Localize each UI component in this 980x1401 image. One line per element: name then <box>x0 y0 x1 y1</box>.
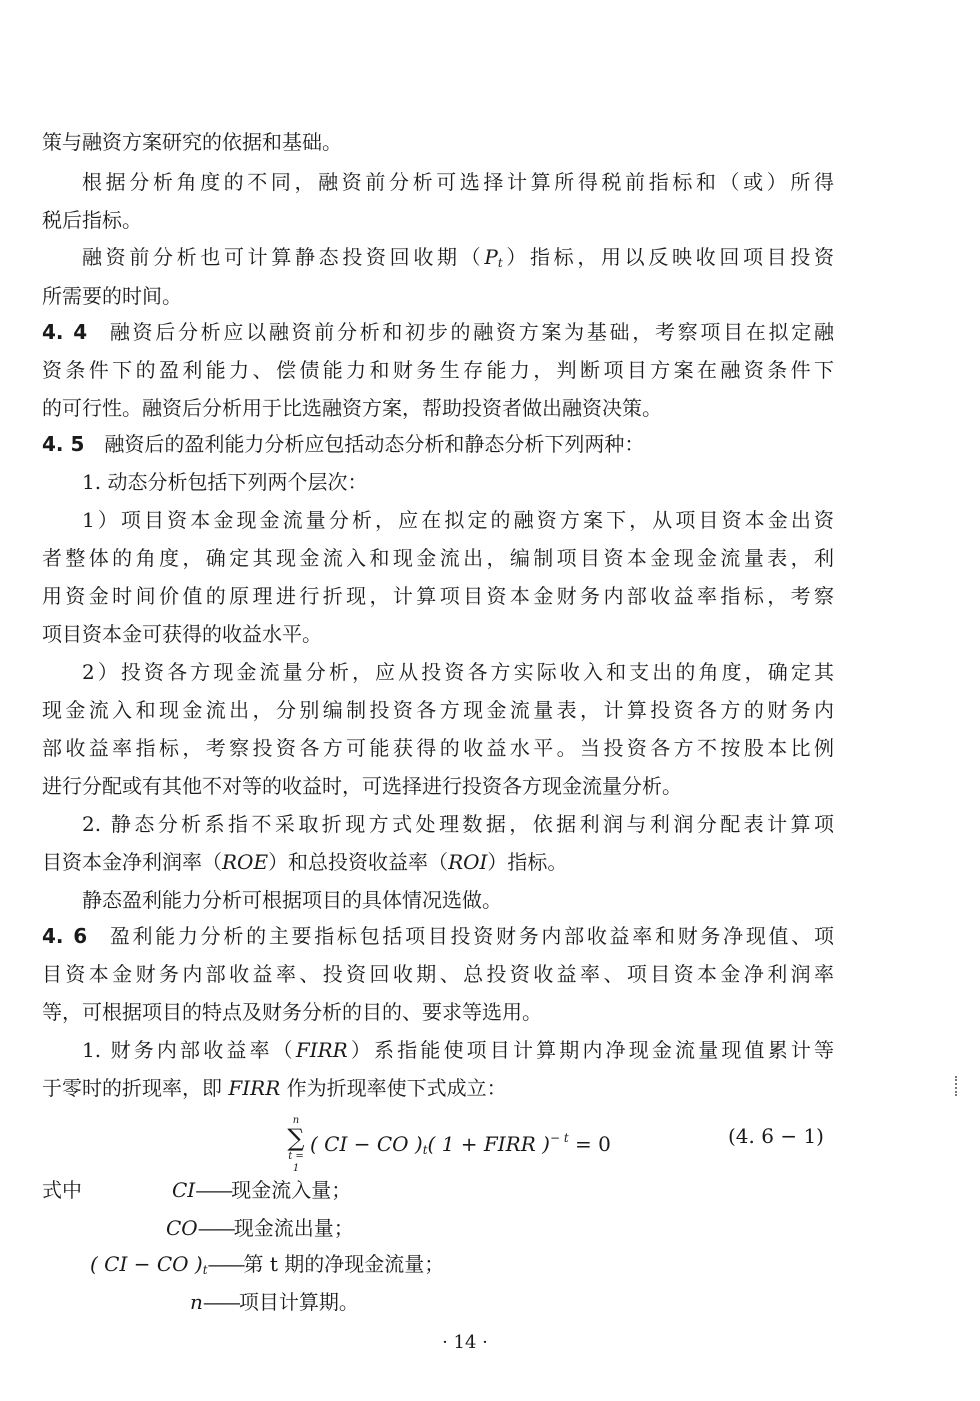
paragraph-line: 1. 财务内部收益率（FIRR）系指能使项目计算期内净现金流量现值累计等 <box>82 1038 834 1062</box>
definition-co: CO——现金流出量； <box>166 1216 354 1240</box>
section-line: 4. 6 盈利能力分析的主要指标包括项目投资财务内部收益率和财务净现值、项 <box>42 924 834 948</box>
summation-sign: n ∑ t = 1 <box>287 1115 305 1174</box>
paragraph-line: 融资前分析也可计算静态投资回收期$(P_t)$指标，用以反映收回项目投资 <box>82 245 835 270</box>
paragraph-line: 静态盈利能力分析可根据项目的具体情况选做。 <box>82 888 502 912</box>
section-number: 4. 6 <box>42 924 88 948</box>
paragraph-line: 目资本金净利润率（ROE）和总投资收益率（ROI）指标。 <box>42 850 568 874</box>
paragraph-line: 的可行性。融资后分析用于比选融资方案，帮助投资者做出融资决策。 <box>42 396 662 420</box>
equation-number: (4. 6 − 1) <box>728 1124 824 1148</box>
paragraph-line: 2. 静态分析系指不采取折现方式处理数据，依据利润与利润分配表计算项 <box>82 812 834 836</box>
paragraph-line: 根据分析角度的不同，融资前分析可选择计算所得税前指标和（或）所得 <box>82 170 834 194</box>
paragraph-line: 等，可根据项目的特点及财务分析的目的、要求等选用。 <box>42 1000 542 1024</box>
scan-mark <box>955 1076 959 1096</box>
paragraph-line: 2）投资各方现金流量分析，应从投资各方实际收入和支出的角度，确定其 <box>82 660 834 684</box>
where-label: 式中 <box>42 1178 82 1202</box>
section-line: 4. 4 融资后分析应以融资前分析和初步的融资方案为基础，考察项目在拟定融 <box>42 320 834 344</box>
paragraph-line: 资条件下的盈利能力、偿债能力和财务生存能力，判断项目方案在融资条件下 <box>42 358 834 382</box>
paragraph-line: 项目资本金可获得的收益水平。 <box>42 622 322 646</box>
paragraph-line: 策与融资方案研究的依据和基础。 <box>42 130 342 154</box>
paragraph-line: 于零时的折现率，即 FIRR 作为折现率使下式成立： <box>42 1076 507 1100</box>
section-number: 4. 5 <box>42 432 85 456</box>
section-number: 4. 4 <box>42 320 88 344</box>
paragraph-line: 1. 动态分析包括下列两个层次： <box>82 470 368 494</box>
paragraph-line: 部收益率指标，考察投资各方可能获得的收益水平。当投资各方不按股本比例 <box>42 736 834 760</box>
paragraph-line: 目资本金财务内部收益率、投资回收期、总投资收益率、项目资本金净利润率 <box>42 962 834 986</box>
paragraph-line: 者整体的角度，确定其现金流入和现金流出，编制项目资本金现金流量表，利 <box>42 546 834 570</box>
paragraph-line: 现金流入和现金流出，分别编制投资各方现金流量表，计算投资各方的财务内 <box>42 698 834 722</box>
paragraph-line: 税后指标。 <box>42 208 142 232</box>
formula-expression: ( CI − CO )$_t$( 1 + FIRR )$^{- t}$ = 0 <box>310 1131 611 1157</box>
section-line: 4. 5 融资后的盈利能力分析应包括动态分析和静态分析下列两种： <box>42 432 645 456</box>
paragraph-line: 1）项目资本金现金流量分析，应在拟定的融资方案下，从项目资本金出资 <box>82 508 834 532</box>
paragraph-line: 进行分配或有其他不对等的收益时，可选择进行投资各方现金流量分析。 <box>42 774 682 798</box>
paragraph-line: 用资金时间价值的原理进行折现，计算项目资本金财务内部收益率指标，考察 <box>42 584 834 608</box>
definition-n: n——项目计算期。 <box>190 1290 359 1314</box>
firr-formula <box>272 1115 611 1174</box>
definition-ci: CI——现金流入量； <box>172 1178 352 1202</box>
page-number: · 14 · <box>442 1332 488 1353</box>
paragraph-line: 所需要的时间。 <box>42 284 182 308</box>
definition-net-cash-flow: ( CI − CO )$_t——$第 t 期的净现金流量； <box>90 1252 445 1277</box>
